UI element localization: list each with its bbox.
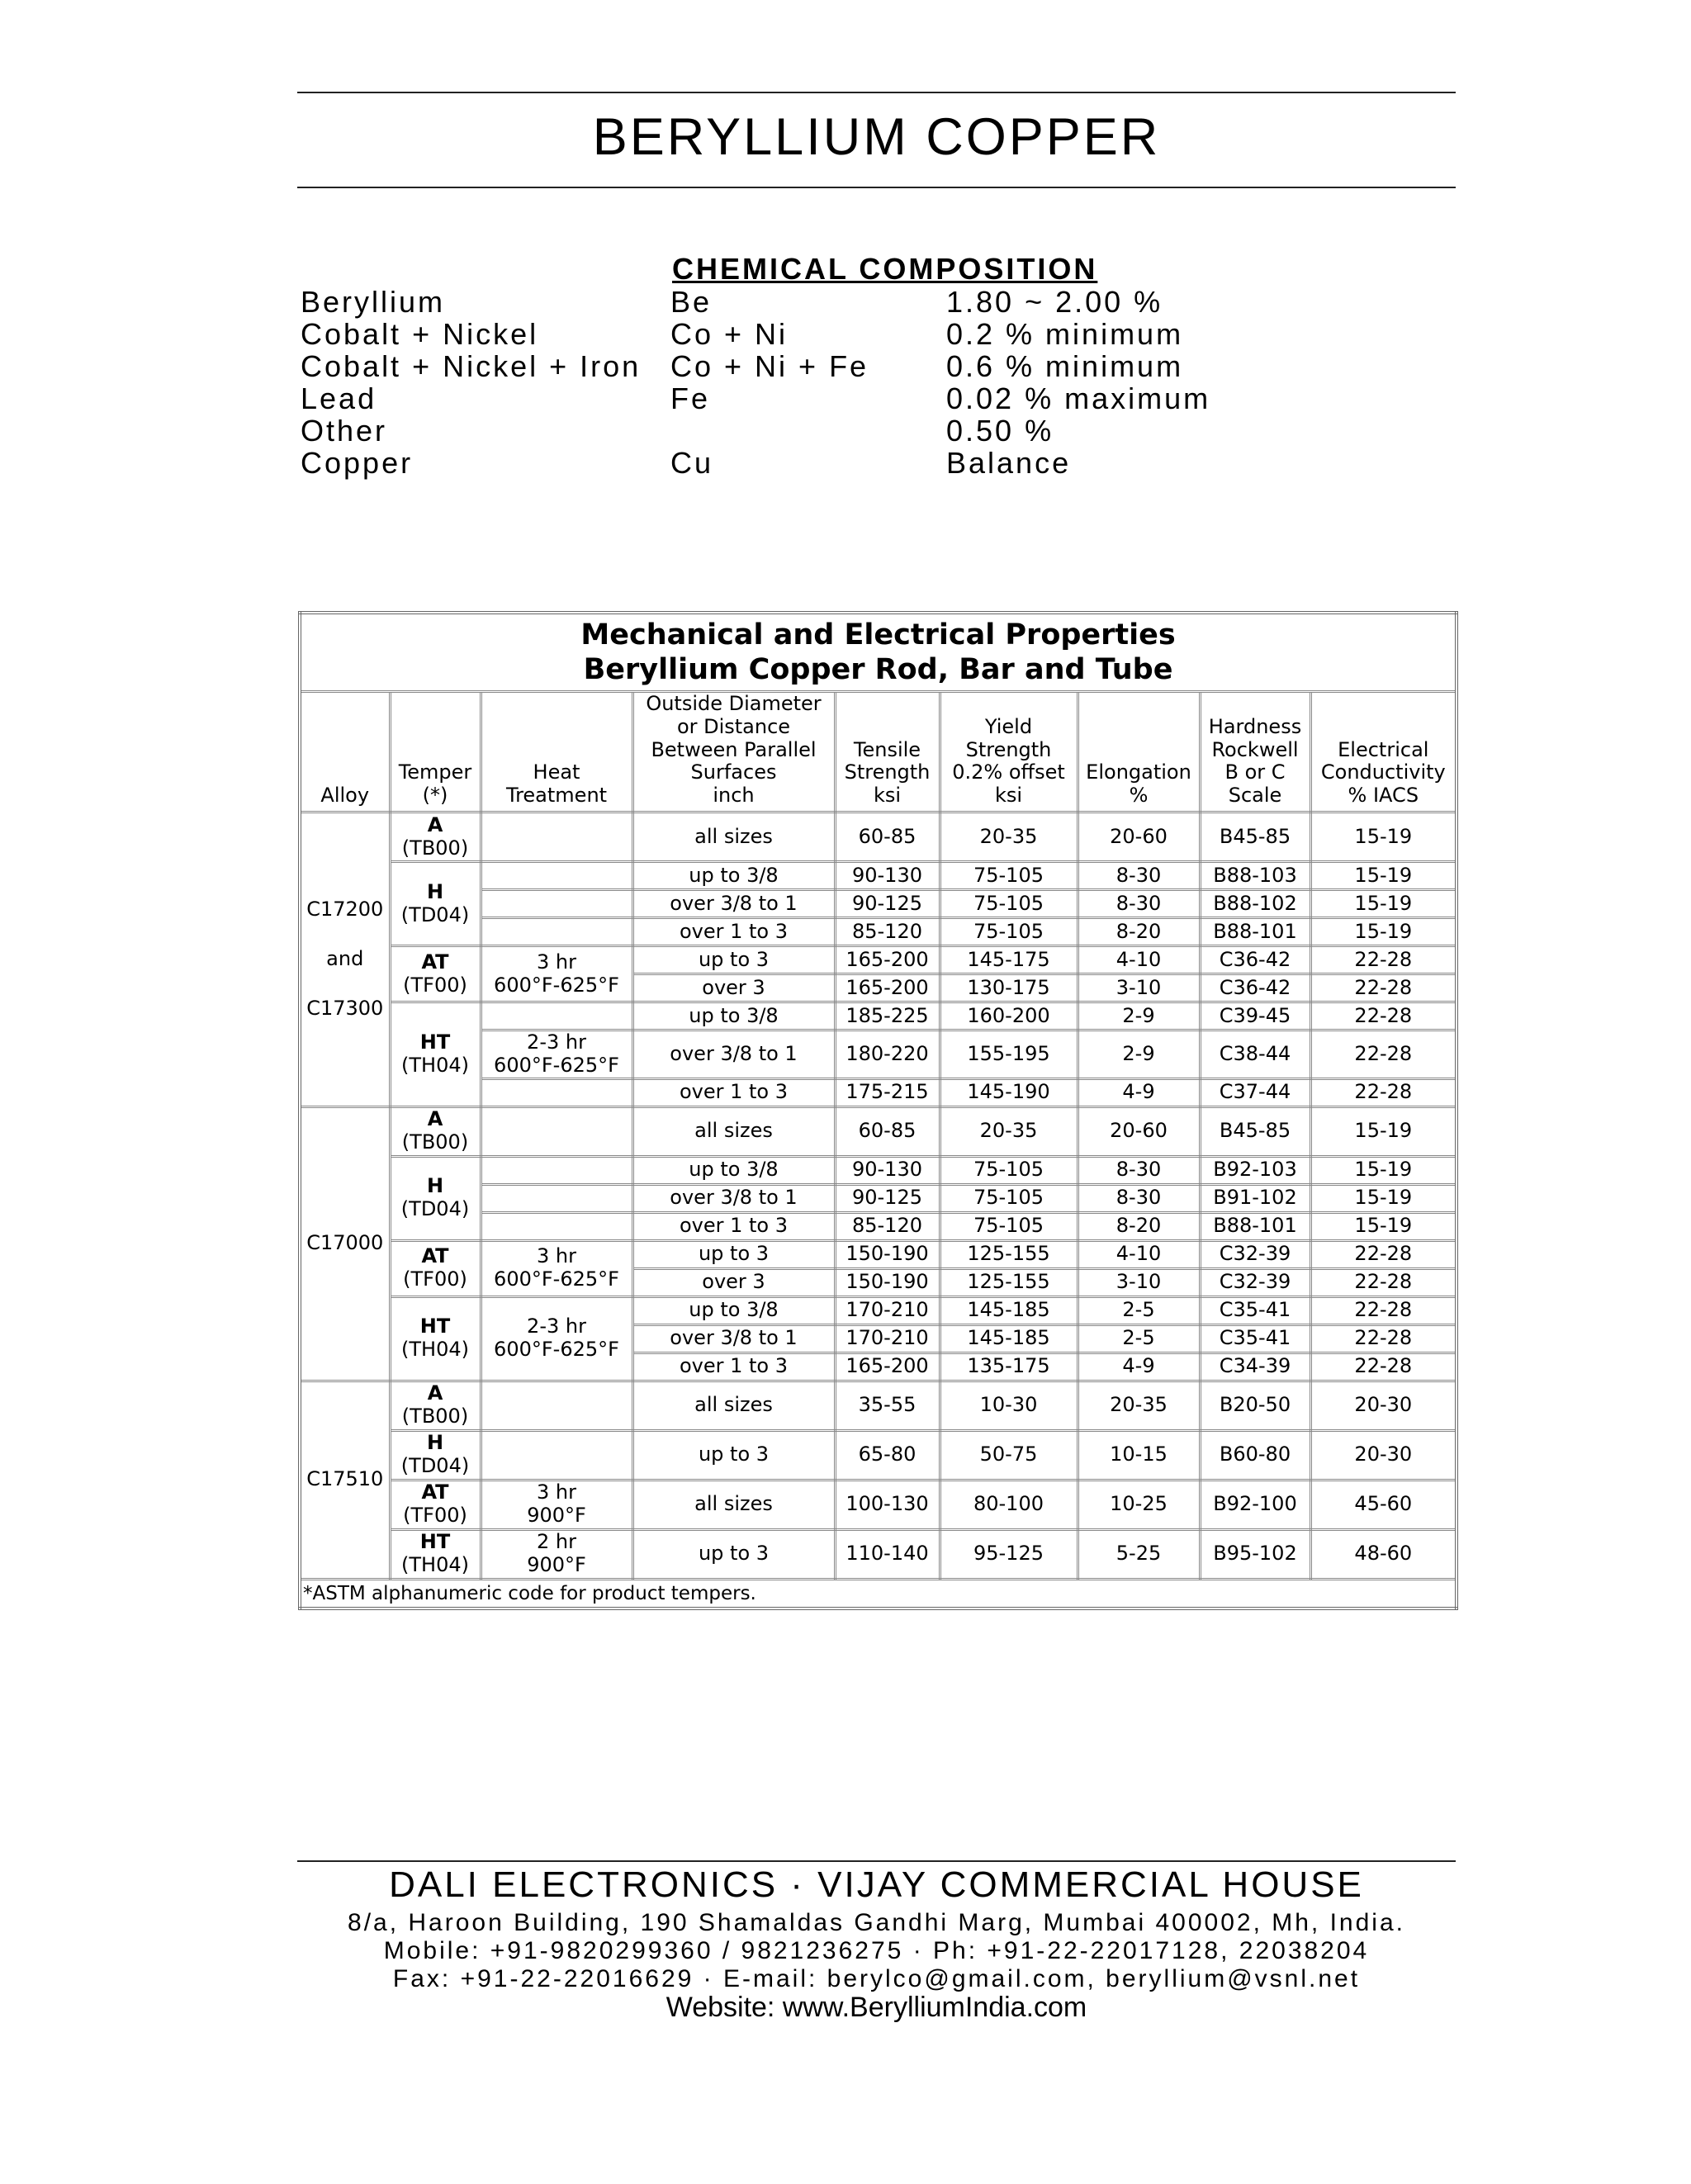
elongation-cell: 20-60: [1078, 812, 1200, 862]
hardness-cell: B88-101: [1200, 1212, 1310, 1240]
tensile-cell: 165-200: [835, 946, 940, 974]
elongation-cell: 8-30: [1078, 862, 1200, 890]
hardness-cell: B95-102: [1200, 1529, 1310, 1579]
temper-astm: (TH04): [401, 1338, 469, 1362]
od-cell: all sizes: [632, 1106, 835, 1156]
temper-astm: (TB00): [401, 1405, 469, 1428]
hardness-cell: B20-50: [1200, 1381, 1310, 1430]
elongation-cell: 2-5: [1078, 1296, 1200, 1324]
heat-line: 2 hr: [537, 1530, 576, 1554]
alloy-label: C17510: [306, 1467, 384, 1491]
yield-cell: 75-105: [940, 1156, 1078, 1184]
hardness-cell: B45-85: [1200, 1106, 1310, 1156]
od-cell: up to 3/8: [632, 1002, 835, 1030]
table-row: [300, 1296, 1457, 1324]
conductivity-cell: 22-28: [1310, 1078, 1457, 1106]
chem-value: 0.50 %: [946, 414, 1054, 448]
od-cell: over 1 to 3: [632, 1353, 835, 1381]
website: Website: www.BerylliumIndia.com: [666, 1992, 1087, 2023]
header-heat-line: Treatment: [505, 784, 608, 808]
yield-cell: 50-75: [940, 1430, 1078, 1480]
yield-cell: 130-175: [940, 974, 1078, 1002]
hardness-cell: B60-80: [1200, 1430, 1310, 1480]
yield-cell: 20-35: [940, 1106, 1078, 1156]
heat-line: 900°F: [527, 1504, 586, 1528]
elongation-cell: 4-9: [1078, 1353, 1200, 1381]
temper-cell: [390, 1296, 481, 1381]
table-row: [300, 1002, 1457, 1030]
footer-rule: [297, 1860, 1456, 1862]
conductivity-cell: 22-28: [1310, 1324, 1457, 1353]
conductivity-cell: 22-28: [1310, 1240, 1457, 1268]
table-body: [300, 812, 1457, 1580]
chem-element: Lead: [301, 381, 377, 415]
conductivity-cell: 15-19: [1310, 1156, 1457, 1184]
hardness-cell: B92-100: [1200, 1480, 1310, 1529]
temper-code: H: [426, 1431, 444, 1455]
heat-treatment-cell: [481, 918, 632, 946]
heat-line: 900°F: [527, 1553, 586, 1577]
heat-treatment-cell: [481, 812, 632, 862]
hardness-cell: B88-101: [1200, 918, 1310, 946]
conductivity-cell: 22-28: [1310, 1353, 1457, 1381]
tensile-cell: 85-120: [835, 918, 940, 946]
tensile-cell: 150-190: [835, 1268, 940, 1296]
table-caption-line2: Beryllium Copper Rod, Bar and Tube: [583, 653, 1173, 686]
fax-email: Fax: +91-22-22016629 · E-mail: berylco@gmail.com, beryllium@vsnl.net: [392, 1965, 1361, 1992]
alloy-label: C17200: [306, 898, 384, 921]
temper-astm: (TF00): [403, 973, 467, 997]
od-cell: over 3/8 to 1: [632, 1324, 835, 1353]
header-yield-line: ksi: [994, 784, 1023, 808]
conductivity-cell: 22-28: [1310, 1030, 1457, 1079]
yield-cell: 145-175: [940, 946, 1078, 974]
temper-astm: (TB00): [401, 1130, 469, 1154]
temper-cell: [390, 1529, 481, 1579]
footnote-row: [300, 1579, 1457, 1608]
tensile-cell: 150-190: [835, 1240, 940, 1268]
heat-line: 3 hr: [537, 1480, 576, 1504]
heat-treatment-cell: [481, 1430, 632, 1480]
conductivity-cell: 45-60: [1310, 1480, 1457, 1529]
heat-treatment-cell: [481, 1529, 632, 1579]
temper-code: H: [426, 1174, 444, 1198]
header-tensile-line: ksi: [873, 784, 902, 808]
heat-treatment-cell: [481, 1381, 632, 1430]
heat-treatment-cell: [481, 1106, 632, 1156]
od-cell: all sizes: [632, 1381, 835, 1430]
elongation-cell: 2-5: [1078, 1324, 1200, 1353]
od-cell: over 1 to 3: [632, 1078, 835, 1106]
od-cell: up to 3/8: [632, 1156, 835, 1184]
header-temper: [390, 692, 481, 812]
hardness-cell: B88-103: [1200, 862, 1310, 890]
yield-cell: 75-105: [940, 1184, 1078, 1212]
chem-element: Copper: [301, 446, 414, 480]
chem-value: 0.6 % minimum: [946, 349, 1184, 383]
yield-cell: 75-105: [940, 862, 1078, 890]
table-row: [300, 1156, 1457, 1184]
elongation-cell: 10-15: [1078, 1430, 1200, 1480]
yield-cell: 135-175: [940, 1353, 1078, 1381]
table-row: [300, 1430, 1457, 1480]
tensile-cell: 170-210: [835, 1324, 940, 1353]
yield-cell: 145-185: [940, 1324, 1078, 1353]
chem-symbol: Co + Ni: [670, 317, 789, 351]
conductivity-cell: 22-28: [1310, 1268, 1457, 1296]
header-hardness-line: B or C: [1224, 760, 1286, 784]
temper-astm: (TD04): [400, 1197, 470, 1221]
page-title: BERYLLIUM COPPER: [592, 108, 1161, 166]
conductivity-cell: 48-60: [1310, 1529, 1457, 1579]
heat-line: 600°F-625°F: [494, 1053, 619, 1077]
hardness-cell: C39-45: [1200, 1002, 1310, 1030]
od-cell: up to 3: [632, 1240, 835, 1268]
table-caption-row: [300, 613, 1457, 692]
od-cell: up to 3: [632, 1529, 835, 1579]
table-row: [300, 1106, 1457, 1156]
temper-code: A: [427, 812, 443, 836]
alloy-label: C17000: [306, 1231, 384, 1255]
chem-value: 0.02 % maximum: [946, 381, 1211, 415]
header-tensile-line: Tensile: [853, 737, 921, 761]
heat-treatment-cell: [481, 1184, 632, 1212]
heat-line: 600°F-625°F: [494, 973, 619, 997]
header-temper-line: (*): [422, 784, 448, 808]
elongation-cell: 3-10: [1078, 1268, 1200, 1296]
od-cell: over 3/8 to 1: [632, 1184, 835, 1212]
table-row: [300, 946, 1457, 974]
yield-cell: 75-105: [940, 890, 1078, 918]
company-name: DALI ELECTRONICS · VIJAY COMMERCIAL HOUSE: [389, 1864, 1364, 1905]
od-cell: up to 3/8: [632, 1296, 835, 1324]
header-conductivity: [1310, 692, 1457, 812]
elongation-cell: 8-30: [1078, 890, 1200, 918]
temper-code: AT: [421, 1244, 449, 1268]
temper-astm: (TH04): [401, 1553, 469, 1577]
header-yield-line: 0.2% offset: [952, 760, 1065, 784]
tensile-cell: 170-210: [835, 1296, 940, 1324]
properties-table: [298, 611, 1458, 1610]
table-header-row: [300, 692, 1457, 812]
table-row: [300, 1529, 1457, 1579]
temper-code: HT: [419, 1030, 451, 1054]
elongation-cell: 8-30: [1078, 1156, 1200, 1184]
yield-cell: 10-30: [940, 1381, 1078, 1430]
elongation-cell: 5-25: [1078, 1529, 1200, 1579]
hardness-cell: B45-85: [1200, 812, 1310, 862]
elongation-cell: 10-25: [1078, 1480, 1200, 1529]
address: 8/a, Haroon Building, 190 Shamaldas Gandhi Marg, Mumbai 400002, Mh, India.: [348, 1909, 1405, 1936]
elongation-cell: 8-20: [1078, 1212, 1200, 1240]
table-footnote: *ASTM alphanumeric code for product tempers.: [300, 1579, 1457, 1608]
heat-treatment-cell: [481, 1480, 632, 1529]
od-cell: all sizes: [632, 812, 835, 862]
elongation-cell: 2-9: [1078, 1030, 1200, 1079]
chemical-composition-heading: CHEMICAL COMPOSITION: [672, 252, 1098, 286]
table-row: [300, 812, 1457, 862]
tensile-cell: 90-125: [835, 890, 940, 918]
conductivity-cell: 22-28: [1310, 946, 1457, 974]
elongation-cell: 20-60: [1078, 1106, 1200, 1156]
table-row: [300, 862, 1457, 890]
temper-code: HT: [419, 1315, 451, 1338]
header-alloy-text: Alloy: [320, 784, 370, 808]
header-hardness-line: Hardness: [1208, 714, 1302, 738]
tensile-cell: 180-220: [835, 1030, 940, 1079]
temper-cell: [390, 946, 481, 1002]
heat-line: 3 hr: [537, 1244, 576, 1268]
chem-value: Balance: [946, 446, 1072, 480]
yield-cell: 145-190: [940, 1078, 1078, 1106]
conductivity-cell: 22-28: [1310, 1002, 1457, 1030]
yield-cell: 125-155: [940, 1268, 1078, 1296]
hardness-cell: C32-39: [1200, 1240, 1310, 1268]
header-hardness: [1200, 692, 1310, 812]
conductivity-cell: 22-28: [1310, 974, 1457, 1002]
tensile-cell: 165-200: [835, 1353, 940, 1381]
temper-code: H: [426, 879, 444, 903]
tensile-cell: 60-85: [835, 1106, 940, 1156]
od-cell: over 3/8 to 1: [632, 890, 835, 918]
tensile-cell: 90-130: [835, 862, 940, 890]
temper-astm: (TF00): [403, 1267, 467, 1291]
conductivity-cell: 15-19: [1310, 1106, 1457, 1156]
temper-cell: [390, 862, 481, 946]
temper-cell: [390, 812, 481, 862]
tensile-cell: 90-130: [835, 1156, 940, 1184]
yield-cell: 75-105: [940, 918, 1078, 946]
header-yield-strength: [940, 692, 1078, 812]
alloy-label: and: [326, 947, 364, 971]
header-elongation-line: %: [1129, 784, 1149, 808]
conductivity-cell: 15-19: [1310, 890, 1457, 918]
header-tensile-line: Strength: [844, 760, 931, 784]
conductivity-cell: 20-30: [1310, 1381, 1457, 1430]
elongation-cell: 2-9: [1078, 1002, 1200, 1030]
yield-cell: 20-35: [940, 812, 1078, 862]
od-cell: up to 3: [632, 946, 835, 974]
top-rule: [297, 92, 1456, 93]
chem-element: Cobalt + Nickel + Iron: [301, 349, 642, 383]
table-caption: [300, 613, 1457, 692]
yield-cell: 80-100: [940, 1480, 1078, 1529]
heat-line: 600°F-625°F: [494, 1338, 619, 1362]
tensile-cell: 100-130: [835, 1480, 940, 1529]
yield-cell: 160-200: [940, 1002, 1078, 1030]
header-hardness-line: Scale: [1228, 784, 1282, 808]
conductivity-cell: 15-19: [1310, 812, 1457, 862]
od-cell: over 3/8 to 1: [632, 1030, 835, 1079]
conductivity-cell: 15-19: [1310, 1184, 1457, 1212]
table-caption-line1: Mechanical and Electrical Properties: [580, 618, 1176, 651]
header-heat-line: Heat: [533, 760, 580, 784]
temper-astm: (TF00): [403, 1504, 467, 1528]
chem-symbol: Cu: [670, 446, 714, 480]
hardness-cell: C36-42: [1200, 946, 1310, 974]
heat-treatment-cell: [481, 946, 632, 1002]
od-cell: over 3: [632, 1268, 835, 1296]
conductivity-cell: 22-28: [1310, 1296, 1457, 1324]
od-cell: up to 3/8: [632, 862, 835, 890]
phone-numbers: Mobile: +91-9820299360 / 9821236275 · Ph: +91-22-22017128, 22038204: [383, 1937, 1370, 1964]
heat-treatment-cell: [481, 890, 632, 918]
od-cell: over 1 to 3: [632, 918, 835, 946]
tensile-cell: 65-80: [835, 1430, 940, 1480]
conductivity-cell: 15-19: [1310, 918, 1457, 946]
chem-element: Beryllium: [301, 285, 446, 319]
heat-treatment-cell: [481, 1296, 632, 1381]
header-outside-diameter: [632, 692, 835, 812]
header-od-line: inch: [713, 784, 755, 808]
alloy-cell: [300, 1381, 390, 1579]
chem-symbol: Fe: [670, 381, 711, 415]
hardness-cell: C32-39: [1200, 1268, 1310, 1296]
od-cell: all sizes: [632, 1480, 835, 1529]
table-row: [300, 1381, 1457, 1430]
conductivity-cell: 20-30: [1310, 1430, 1457, 1480]
tensile-cell: 60-85: [835, 812, 940, 862]
chem-element: Other: [301, 414, 388, 448]
hardness-cell: C37-44: [1200, 1078, 1310, 1106]
yield-cell: 95-125: [940, 1529, 1078, 1579]
chem-element: Cobalt + Nickel: [301, 317, 539, 351]
temper-astm: (TD04): [400, 902, 470, 926]
hardness-cell: C34-39: [1200, 1353, 1310, 1381]
hardness-cell: C38-44: [1200, 1030, 1310, 1079]
yield-cell: 75-105: [940, 1212, 1078, 1240]
temper-cell: [390, 1480, 481, 1529]
table-row: [300, 1240, 1457, 1268]
conductivity-cell: 15-19: [1310, 862, 1457, 890]
heat-treatment-cell: [481, 862, 632, 890]
temper-code: A: [427, 1381, 443, 1405]
tensile-cell: 110-140: [835, 1529, 940, 1579]
heat-line: 2-3 hr: [527, 1315, 586, 1338]
alloy-cell: [300, 812, 390, 1107]
header-alloy: [300, 692, 390, 812]
heat-treatment-cell: [481, 1212, 632, 1240]
elongation-cell: 4-9: [1078, 1078, 1200, 1106]
temper-cell: [390, 1430, 481, 1480]
conductivity-cell: 15-19: [1310, 1212, 1457, 1240]
temper-astm: (TH04): [401, 1053, 469, 1077]
hardness-cell: C35-41: [1200, 1296, 1310, 1324]
header-elongation-line: Elongation: [1086, 760, 1191, 784]
temper-astm: (TD04): [400, 1454, 470, 1478]
temper-cell: [390, 1156, 481, 1240]
tensile-cell: 90-125: [835, 1184, 940, 1212]
header-yield-line: Strength: [965, 737, 1052, 761]
tensile-cell: 165-200: [835, 974, 940, 1002]
header-od-line: Outside Diameter: [646, 692, 822, 715]
header-od-line: Between Parallel: [651, 737, 817, 761]
hardness-cell: C35-41: [1200, 1324, 1310, 1353]
header-od-line: Surfaces: [690, 760, 777, 784]
header-elongation: [1078, 692, 1200, 812]
header-tensile-strength: [835, 692, 940, 812]
chem-value: 0.2 % minimum: [946, 317, 1184, 351]
heat-line: 3 hr: [537, 950, 576, 974]
header-yield-line: Yield: [984, 714, 1033, 738]
chem-symbol: Co + Ni + Fe: [670, 349, 869, 383]
od-cell: up to 3: [632, 1430, 835, 1480]
temper-cell: [390, 1106, 481, 1156]
heat-treatment-cell: [481, 1078, 632, 1106]
header-conductivity-line: Conductivity: [1320, 760, 1446, 784]
temper-astm: (TB00): [401, 836, 469, 860]
chem-value: 1.80 ~ 2.00 %: [946, 285, 1163, 319]
yield-cell: 145-185: [940, 1296, 1078, 1324]
temper-code: A: [427, 1107, 443, 1131]
heat-treatment-cell: [481, 1030, 632, 1079]
table-row: [300, 1480, 1457, 1529]
header-hardness-line: Rockwell: [1211, 737, 1299, 761]
tensile-cell: 85-120: [835, 1212, 940, 1240]
temper-code: AT: [421, 1480, 449, 1504]
heat-line: 600°F-625°F: [494, 1267, 619, 1291]
od-cell: over 3: [632, 974, 835, 1002]
title-rule: [297, 187, 1456, 188]
heat-line: 2-3 hr: [527, 1030, 586, 1054]
tensile-cell: 175-215: [835, 1078, 940, 1106]
temper-cell: [390, 1240, 481, 1296]
heat-treatment-cell: [481, 1240, 632, 1296]
temper-cell: [390, 1002, 481, 1107]
heat-treatment-cell: [481, 1002, 632, 1030]
temper-cell: [390, 1381, 481, 1430]
heat-treatment-cell: [481, 1156, 632, 1184]
hardness-cell: C36-42: [1200, 974, 1310, 1002]
header-heat-treatment: [481, 692, 632, 812]
tensile-cell: 185-225: [835, 1002, 940, 1030]
alloy-label: C17300: [306, 996, 384, 1020]
alloy-cell: [300, 1106, 390, 1381]
yield-cell: 125-155: [940, 1240, 1078, 1268]
hardness-cell: B88-102: [1200, 890, 1310, 918]
elongation-cell: 4-10: [1078, 1240, 1200, 1268]
yield-cell: 155-195: [940, 1030, 1078, 1079]
elongation-cell: 8-30: [1078, 1184, 1200, 1212]
elongation-cell: 20-35: [1078, 1381, 1200, 1430]
header-conductivity-line: % IACS: [1348, 784, 1419, 808]
chem-symbol: Be: [670, 285, 713, 319]
temper-code: AT: [421, 950, 449, 974]
tensile-cell: 35-55: [835, 1381, 940, 1430]
elongation-cell: 8-20: [1078, 918, 1200, 946]
hardness-cell: B91-102: [1200, 1184, 1310, 1212]
temper-code: HT: [419, 1530, 451, 1554]
header-conductivity-line: Electrical: [1338, 737, 1429, 761]
elongation-cell: 4-10: [1078, 946, 1200, 974]
header-od-line: or Distance: [676, 714, 791, 738]
elongation-cell: 3-10: [1078, 974, 1200, 1002]
od-cell: over 1 to 3: [632, 1212, 835, 1240]
header-temper-line: Temper: [398, 760, 472, 784]
hardness-cell: B92-103: [1200, 1156, 1310, 1184]
